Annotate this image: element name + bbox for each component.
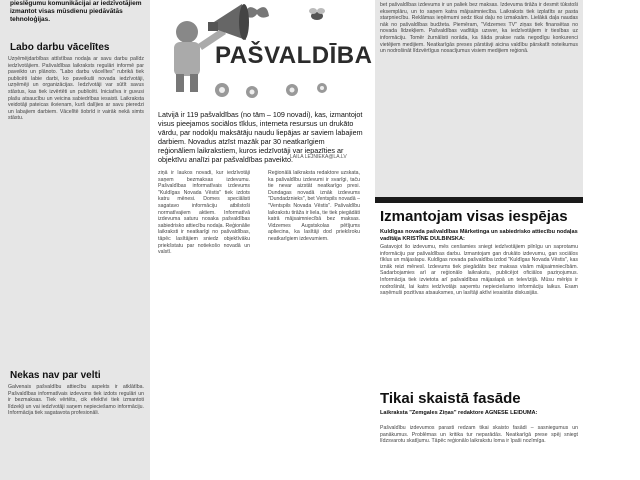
heading-tikai-skaista: Tikai skaistā fasāde: [380, 390, 521, 407]
middle-column-1: ziņā ir laukos novadi, kur iedzīvotāji saņem bezmaksas izdevumu. Pašvaldības informatīvais izdevums "Kuldīgas Novada Vēstis" tiek izdots katru mēnesi. Domes speciālisti sagatavo informāciju atbilstoši normatīvajiem aktiem. Informatīvā izdevuma saturu nosaka pašvaldības sabiedrisko attiecību nodaļa. Reģionālie laikraksti ir neatkarīgi no pašvaldības, tāpēc lasītājiem sniedz objektīvāku priekšstatu par notiekošo novadā un valstī.: [158, 170, 250, 256]
byline: LAILA LEJNIEKA@LA.LV: [290, 154, 347, 160]
heading-izmantojam: Izmantojam visas iespējas: [380, 208, 568, 225]
intro-snippet: pieslēgumu komunikācijai ar iedzīvotājiem izmantot visas mūsdienu piedāvātās tehnoloģijas.: [10, 0, 142, 23]
right-top-text: bet pašvaldības izdevums ir un paliek bez maksas. Izdevuma tirāža ir desmit tūkstoši eksemplāru, un to saņem katra mājsaimniecība. Laikraksts tiek izplatīts ar pasta starpniecību. Reklāmas ieņēmumi sedz tikai daļu no izmaksām. Lielākā daļa naudas nāk no pašvaldības budžeta. Piemēram, "Vidzemes TV" ziņas tiek finansētas no novada līdzekļiem. Pašvaldības vadītājs uzsver, ka iedzīvotājiem ir tiesības uz informāciju. Tomēr žurnālisti norāda, ka šāda prakse rada negodīgu konkurenci vietējiem medijiem. Neatkarīgās preses pārstāvji aicina valdību pārskatīt noteikumus un nodrošināt līdzvērtīgus nosacījumus visiem medijiem reģionā.: [380, 2, 578, 55]
divider-bar: [375, 197, 583, 203]
page-margin: [584, 0, 640, 480]
section-body-nekas-nav: Galvenais pašvaldību attiecību aspekts ir atklātība. Pašvaldības informatīvais izdevums tiek izdots regulāri un ir bezmaksas. Tiek vērtēts, cik efektīvi tiek izmantoti līdzekļi un vai iedzīvotāji saņem nepieciešamo informāciju. Informācija tiek sagatavota profesionāli.: [8, 384, 144, 417]
section-title-labo-darbu: Labo darbu vācelītes: [10, 42, 110, 53]
page-title: PAŠVALDĪBA: [215, 42, 373, 69]
body-izmantojam: Gatavojot šo izdevumu, mēs cenšamies sniegt iedzīvotājiem pilnīgu un saprotamu informāciju par pašvaldības darbu. Izmantojam gan drukāto izdevumu, gan sociālos tīklus un mājaslapu. Kuldīgas novada pašvaldība izdod "Kuldīgas Novada Vēstis", kas iznāk reizi mēnesī. Izdevums tiek piegādāts bez maksas visām mājsaimniecībām. Sadarbojamies arī ar reģionālo laikrakstu, publicējot oficiālos paziņojumus. Informācija tiek izvietota arī pašvaldības mājaslapā un televīzijā. Mūsu mērķis ir nodrošināt, lai katrs iedzīvotājs saņemtu nepieciešamo informāciju laikus. Esam saņēmuši pozitīvas atsauksmes, un lasītāji aktīvi iesaistās diskusijās.: [380, 244, 578, 297]
flower-icon: [215, 83, 327, 98]
section-body-labo-darbu: Uzņēmējdarbības attīstības nodaļa ar savu darbu palīdz iedzīvotājiem. Pašvaldības laikraksts regulāri informē par paveikto un plānoto. "Labo darbu vācelītes" rubrikā tiek publicēti labie darbi, ko paveikuši novada iedzīvotāji, uzņēmēji un organizācijas. Iedzīvotāji var sūtīt savus stāstus, kas tiek izvērtēti un publicēti. Iniciatīva ir guvusi plašu atsaucību un veicina sabiedrības iesaisti. Laikraksta veidotāji pateicas ikvienam, kurš dalījies ar savu pieredzi un labajiem darbiem. Vācelītē šobrīd ir vairāk nekā simts stāstu.: [8, 56, 144, 122]
subheading-izmantojam: Kuldīgas novada pašvaldības Mārketinga un sabiedrisko attiecību nodaļas vadītāja KRISTĪNE DULBINSKA:: [380, 229, 578, 242]
lead-paragraph: Latvijā ir 119 pašvaldības (no tām – 109 novadi), kas, izmantojot visus pieejamos sociālos tīklus, interneta resursus un drukāto vārdu, par nodokļu maksātāju naudu liepājas ar saviem labajiem darbiem. Novadus atzīst mazāk par 30 neatkarīgiem reģionāliem laikrakstiem, kuros iedzīvotāji var iepazīties ar objektīvu analīzi par pašvaldības paveikto.: [158, 110, 363, 164]
body-tikai-skaista: Pašvaldību izdevumos parasti redzam tikai skaisto fasādi – sasniegumus un panākumus. Problēmas un kritika tur neparādās. Neatkarīgā prese spēj sniegt līdzsvarotu skatījumu. Tāpēc reģionālo laikrakstu loma ir īpaši nozīmīga.: [380, 425, 578, 445]
subheading-tikai-skaista: Laikraksta "Zemgales Ziņas" redaktore AGNESE LEIDUMA:: [380, 410, 538, 416]
bee-icon: [309, 8, 325, 20]
middle-column-2: Reģionālā laikraksta redaktore uzskata, ka pašvaldību izdevumi ir svarīgi, taču tie nevar aizstāt neatkarīgo presi. Dundagas novadā iznāk izdevums "Dundadznieks", bet Ventspils novadā – "Ventspils Novada Vēstis". Pašvaldību laikrakstu tirāža ir liela, tie tiek piegādāti katrā mājsaimniecībā bez maksas. Vidzemes Augstskolas pētījums apliecina, ka lasītāji dod priekšroku neatkarīgiem izdevumiem.: [268, 170, 360, 242]
section-title-nekas-nav: Nekas nav par velti: [10, 370, 101, 381]
